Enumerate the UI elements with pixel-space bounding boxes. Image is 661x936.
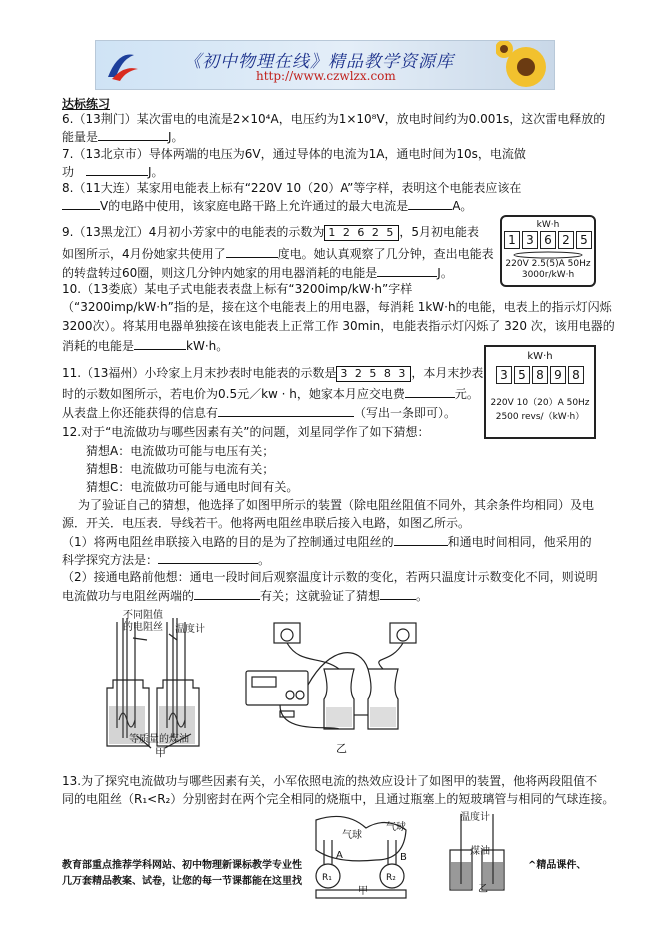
q9-text4: 度电。她认真观察了几分钟，查出电能表 <box>277 247 494 261</box>
q8-text: V的电路中使用，该家庭电路干路上允许通过的最大电流是 <box>100 199 409 213</box>
q11-text3: 时的示数如图所示，若电价为0.5元／kw · h，她家本月应交电费 <box>62 387 405 401</box>
q11-meter-unit: kW·h <box>527 351 553 362</box>
footer-line1-tail: ^精品课件、 <box>528 860 587 871</box>
q12-sub1-text1: （1）将两电阻丝串联接入电路的目的是为了控制通过电阻丝的 <box>62 535 394 549</box>
q12-figure-b <box>240 615 450 760</box>
q9-digit-4: 2 <box>558 231 574 249</box>
q11-digit-3: 8 <box>532 366 548 384</box>
q6-text: 能量是 <box>62 130 99 144</box>
q12-sub1-text4: 。 <box>258 553 271 567</box>
fig-a-label-wire2: 的电阻丝 <box>123 622 163 633</box>
q9-text1: 9.（13黑龙江）4月初小芳家中的电能表的示数为 <box>62 225 325 239</box>
q7-line1: 7.（13北京市）导体两端的电压为6V，通过导体的电流为1A，通电时间为10s，电流做 <box>62 147 526 161</box>
meter-disc-icon <box>504 251 592 259</box>
q11-digit-2: 5 <box>514 366 530 384</box>
banner-url[interactable]: http://www.czwlzx.com <box>256 69 396 83</box>
q9-meter-figure <box>500 215 596 287</box>
q12-sub1-text2: 和通电时间相同，他采用的 <box>447 535 592 549</box>
q10-energy-blank[interactable] <box>134 337 186 350</box>
q10-line2: （“3200imp/kW·h”指的是，接在这个电能表上的用电器，每消耗 1kW·h的电能，电表上的指示灯闪烁 <box>62 300 612 314</box>
q8-current-blank[interactable] <box>408 197 452 210</box>
q9-text3: 如图所示，4月份她家共使用了 <box>62 247 226 261</box>
q13-label-r1: R₁ <box>322 873 332 883</box>
q9-line1 <box>62 224 479 241</box>
q11-text1: 11.（13福州）小玲家上月末抄表时电能表的示数是 <box>62 366 337 380</box>
q12-factor-blank[interactable] <box>194 587 260 600</box>
q12-sub1-line1 <box>62 533 592 550</box>
q13-label-thermometer: 温度计 <box>460 812 490 823</box>
q10-line1: 10.（13娄底）某电子式电能表表盘上标有“3200imp/kW·h”字样 <box>62 282 413 296</box>
q11-line3 <box>62 404 456 421</box>
q9-digit-5: 5 <box>576 231 592 249</box>
q9-text5: 的转盘转过60圈，则这几分钟内她家的用电器消耗的电能是 <box>62 266 378 280</box>
fig-a-label-wire1: 不同阻值 <box>123 610 163 621</box>
q13-label-b: B <box>400 852 407 863</box>
q9-digit-3: 6 <box>540 231 556 249</box>
q11-text2: ，本月末抄表 <box>411 366 484 380</box>
q10-line4 <box>62 337 228 354</box>
q12-control-blank[interactable] <box>394 533 448 546</box>
q11-last-reading: 3 2 5 8 3 <box>336 366 411 382</box>
q9-text6: J。 <box>437 266 453 280</box>
q9-digit-1: 1 <box>504 231 520 249</box>
q7-line2 <box>62 163 164 180</box>
q10-line3: 3200次）。将某用电器单独接在该电能表上正常工作 30min，电能表指示灯闪烁了 320 次，该用电器的 <box>62 319 615 333</box>
q12-para1: 为了验证自己的猜想，他选择了如图甲所示的装置（除电阻丝阻值不同外，其余条件均相同）及电 <box>78 498 595 512</box>
q12-sub2-line1: （2）接通电路前他想：通电一段时间后观察温度计示数的变化，若两只温度计示数变化不同，则说明 <box>62 570 598 584</box>
footer-line2: 几万套精品教案、试卷，让您的每一节课都能在这里找 <box>62 876 302 887</box>
q6-line2 <box>62 128 184 145</box>
q12-figure-a <box>95 610 245 760</box>
q11-line2 <box>62 385 479 402</box>
q12-sub2-line2 <box>62 587 428 604</box>
q13-balloon-label-b: 气球 <box>386 822 406 833</box>
q12-guess-blank[interactable] <box>380 587 416 600</box>
q6-unit: J。 <box>168 130 184 144</box>
q12-para2: 源．开关．电压表．导线若干。他将两电阻丝串联后接入电路，如图乙所示。 <box>62 516 471 530</box>
q11-text4: 元。 <box>454 387 479 401</box>
header-banner <box>95 40 555 90</box>
q8-unit: A。 <box>452 199 473 213</box>
q12-sub2-text2: 有关；这就验证了猜想 <box>260 589 381 603</box>
q12-guess-a: 猜想A：电流做功可能与电压有关； <box>86 444 275 458</box>
q13-label-r2: R₂ <box>386 873 396 883</box>
q10-text: 消耗的电能是 <box>62 339 135 353</box>
q9-line3 <box>62 264 453 281</box>
q6-line1: 6.（13荆门）某次雷电的电流是2×10⁴A，电压约为1×10⁸V，放电时间约为0.001s，这次雷电释放的 <box>62 112 606 126</box>
section-heading: 达标练习 <box>62 97 111 111</box>
q9-meter-spec: 220V 2.5(5)A 50Hz <box>505 259 591 269</box>
q8-line2 <box>62 197 472 214</box>
q12-method-blank[interactable] <box>158 551 258 564</box>
q9-april-reading: 1 2 6 2 5 <box>324 225 399 241</box>
q13-figure <box>310 810 520 900</box>
q7-answer-blank[interactable] <box>86 163 148 176</box>
q11-meter-figure <box>484 345 596 439</box>
q13-balloon-label-a: 气球 <box>342 830 362 841</box>
q11-digit-4: 9 <box>550 366 566 384</box>
q11-digit-1: 3 <box>496 366 512 384</box>
q11-meter-spec: 220V 10（20）A 50Hz <box>490 398 590 408</box>
q12-sub1-text3: 科学探究方法是： <box>62 553 159 567</box>
q9-digit-2: 3 <box>522 231 538 249</box>
q7-text: 功 <box>62 165 75 179</box>
q11-text6: （写出一条即可）。 <box>354 406 457 420</box>
q13-caption-b: 乙 <box>478 884 488 895</box>
q9-energy-blank[interactable] <box>377 264 437 277</box>
q11-digit-5: 8 <box>568 366 584 384</box>
q11-line1 <box>62 365 483 382</box>
q9-line2 <box>62 245 494 262</box>
q9-text2: ，5月初电能表 <box>399 225 479 239</box>
q11-meter-revs: 2500 revs/（kW·h） <box>495 412 585 422</box>
q12-sub2-text3: 。 <box>416 589 429 603</box>
q9-meter-revs: 3000r/kW·h <box>521 270 575 280</box>
q13-caption-a: 甲 <box>358 886 368 897</box>
q8-voltage-blank[interactable] <box>62 197 100 210</box>
footer-line1: 教育部重点推荐学科网站、初中物理新课标教学专业性 <box>62 860 302 871</box>
q11-fee-blank[interactable] <box>405 385 455 398</box>
q12-guess-c: 猜想C：电流做功可能与通电时间有关。 <box>86 480 299 494</box>
q11-text5: 从表盘上你还能获得的信息有 <box>62 406 219 420</box>
q8-line1: 8.（11大连）某家用电能表上标有“220V 10（20）A”等字样，表明这个电能表应该在 <box>62 181 522 195</box>
q9-meter-digits <box>502 231 594 249</box>
fig-a-label-thermometer: 温度计 <box>175 624 205 635</box>
q13-label-oil: 煤油 <box>470 846 490 857</box>
q7-unit: J。 <box>148 165 164 179</box>
q6-answer-blank[interactable] <box>98 128 168 141</box>
q13-line2: 同的电阻丝（R₁<R₂）分别密封在两个完全相同的烧瓶中，且通过瓶塞上的短玻璃管与相同的气球连接。 <box>62 792 615 806</box>
q11-info-blank[interactable] <box>218 404 354 417</box>
fig-a-caption: 甲 <box>155 746 166 759</box>
q12-sub1-line2 <box>62 551 270 568</box>
q12-guess-b: 猜想B：电流做功可能与电流有关； <box>86 462 275 476</box>
banner-title: 《初中物理在线》精品教学资源库 <box>184 52 454 72</box>
sunflower-icon <box>496 41 554 89</box>
site-logo-icon <box>104 47 140 83</box>
circuit-diagram-icon <box>240 615 450 760</box>
q9-kwh-blank[interactable] <box>226 245 278 258</box>
q13-label-a: A <box>336 850 343 861</box>
fig-a-label-oil: 等质量的煤油 <box>129 734 189 745</box>
q9-meter-unit: kW·h <box>536 220 560 230</box>
q12-sub2-text1: 电流做功与电阻丝两端的 <box>62 589 195 603</box>
q11-meter-digits <box>486 366 594 384</box>
q12-intro: 12.对于“电流做功与哪些因素有关”的问题，刘星同学作了如下猜想： <box>62 425 430 439</box>
q13-line1: 13.为了探究电流做功与哪些因素有关，小军依照电流的热效应设计了如图甲的装置，他将两段阻值不 <box>62 774 598 788</box>
q10-unit: kW·h。 <box>186 339 229 353</box>
fig-b-caption: 乙 <box>336 742 347 755</box>
